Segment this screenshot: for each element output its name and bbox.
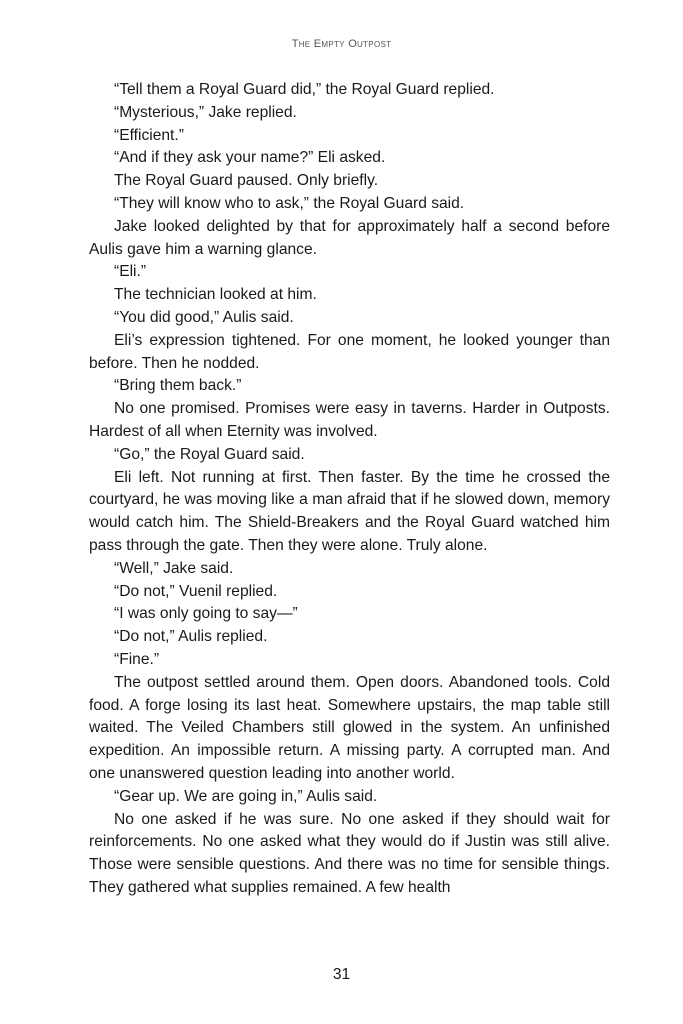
paragraph: “You did good,” Aulis said. (114, 308, 294, 326)
paragraph: The outpost settled around them. Open doors. Abandoned tools. Cold food. A forge losing its last heat. Somewhere upstairs, the map table still waited. The Veiled Chambers still glowed in the system. An unfinished expedition. An impossible return. A missing party. A corrupted man. And one unanswered question leading into another world. (89, 673, 610, 782)
paragraph: Eli’s expression tightened. For one moment, he looked younger than before. Then he nodded. (89, 331, 610, 372)
paragraph: “Bring them back.” (114, 377, 242, 395)
paragraph: No one asked if he was sure. No one asked if they should wait for reinforcements. No one asked what they would do if Justin was still alive. Those were sensible questions. And there was no time for sensible things. They gathered what supplies remained. A few health (89, 810, 610, 896)
paragraph: “Efficient.” (114, 126, 184, 144)
paragraph: “They will know who to ask,” the Royal Guard said. (114, 194, 465, 212)
paragraph: “Gear up. We are going in,” Aulis said. (114, 787, 378, 805)
page-number: 31 (332, 966, 351, 983)
body-text (89, 79, 610, 900)
paragraph: Eli left. Not running at first. Then faster. By the time he crossed the courtyard, he was moving like a man afraid that if he slowed down, memory would catch him. The Shield-Breakers and the Royal Guard watched him pass through the gate. Then they were alone. Truly alone. (89, 468, 610, 554)
running-header: The Empty Outpost (291, 38, 392, 50)
paragraph: Jake looked delighted by that for approximately half a second before Aulis gave him a warning glance. (89, 217, 610, 258)
paragraph: “Eli.” (114, 263, 147, 281)
paragraph: “Go,” the Royal Guard said. (114, 445, 305, 463)
paragraph: “Fine.” (114, 650, 160, 668)
paragraph: “Do not,” Aulis replied. (114, 628, 268, 646)
paragraph: “Do not,” Vuenil replied. (114, 582, 278, 600)
paragraph: No one promised. Promises were easy in taverns. Harder in Outposts. Hardest of all when Eternity was involved. (89, 400, 610, 440)
paragraph: “Tell them a Royal Guard did,” the Royal Guard replied. (114, 81, 495, 98)
paragraph: “And if they ask your name?” Eli asked. (114, 149, 386, 167)
paragraph: “Mysterious,” Jake replied. (114, 103, 297, 121)
paragraph: “I was only going to say—” (114, 605, 298, 623)
paragraph: “Well,” Jake said. (114, 559, 234, 577)
paragraph: The Royal Guard paused. Only briefly. (114, 172, 379, 190)
paragraph: The technician looked at him. (114, 286, 317, 304)
